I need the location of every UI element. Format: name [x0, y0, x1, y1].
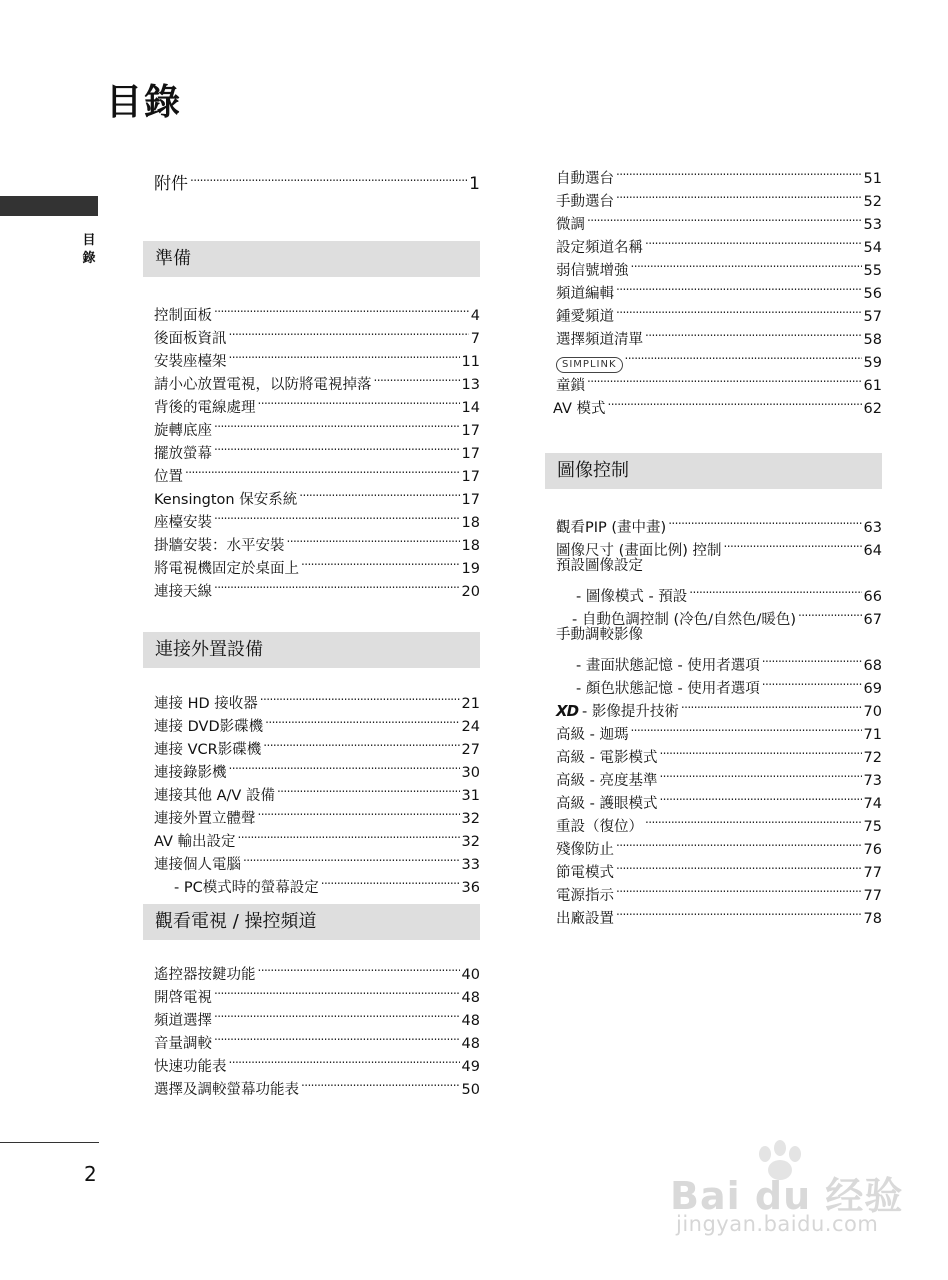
toc-entry[interactable]: [143, 685, 480, 712]
toc-list-channels: [545, 160, 882, 417]
toc-entry-page: 58: [863, 332, 882, 348]
leader-dots: [616, 183, 862, 206]
toc-entry-label: 高級 - 護眼模式: [556, 796, 658, 812]
leader-dots: [616, 877, 862, 900]
toc-entry-label: 位置: [154, 469, 183, 485]
toc-list-preparation: [143, 297, 480, 600]
toc-entry-page: 63: [863, 520, 882, 536]
leader-dots: [762, 647, 862, 670]
toc-entry-page: 52: [863, 194, 882, 210]
toc-list-picture-control: [545, 509, 882, 927]
toc-entry-label: 背後的電線處理: [154, 400, 256, 416]
toc-entry-page: 30: [461, 765, 480, 781]
toc-entry-page: 21: [461, 696, 480, 712]
toc-entry-label: 遙控器按鍵功能: [154, 967, 256, 983]
toc-list-watch-tv: [143, 956, 480, 1098]
simplink-logo-icon: SIMPLINK: [556, 357, 623, 373]
toc-entry-page: 70: [863, 704, 882, 720]
leader-dots: [265, 708, 459, 731]
page-number: 2: [84, 1162, 97, 1186]
toc-entry-page: 36: [461, 880, 480, 896]
side-tab-marker: [0, 196, 98, 216]
toc-entry-page: 69: [863, 681, 882, 697]
toc-entry-label: 高級 - 電影模式: [556, 750, 658, 766]
toc-entry-label: 殘像防止: [556, 842, 614, 858]
leader-dots: [258, 389, 460, 412]
leader-dots: [798, 601, 862, 624]
leader-dots: [608, 390, 862, 413]
toc-entry-label: 自動選台: [556, 171, 614, 187]
toc-entry-page: 18: [461, 515, 480, 531]
toc-entry-label: 座檯安裝: [154, 515, 212, 531]
toc-entry-label: 掛牆安裝：水平安裝: [154, 538, 285, 554]
toc-entry-page: 40: [461, 967, 480, 983]
leader-dots: [301, 550, 460, 573]
toc-subentry[interactable]: [545, 578, 882, 605]
toc-entry-label: 出廠設置: [556, 911, 614, 927]
section-heading-watch-tv: 觀看電視 / 操控頻道: [143, 904, 480, 940]
toc-entry-page: 48: [461, 1013, 480, 1029]
toc-entry-page: 49: [461, 1059, 480, 1075]
toc-entry-label: - 圖像模式 - 預設: [576, 589, 688, 605]
toc-entry-page: 64: [863, 543, 882, 559]
toc-entry-label: 將電視機固定於桌面上: [154, 561, 299, 577]
toc-entry-label: 童鎖: [556, 378, 585, 394]
toc-entry-page: 53: [863, 217, 882, 233]
xd-logo-icon: XD: [556, 702, 579, 720]
leader-dots: [631, 252, 862, 275]
toc-entry-label: 擺放螢幕: [154, 446, 212, 462]
toc-entry-page: 68: [863, 658, 882, 674]
leader-dots: [258, 956, 460, 979]
toc-entry-label: 觀看PIP (畫中畫): [556, 520, 667, 536]
leader-dots: [681, 693, 862, 716]
toc-entry-label: Kensington 保安系統: [154, 492, 298, 508]
toc-entry-label: 後面板資訊: [154, 331, 227, 347]
toc-entry-page: 17: [461, 423, 480, 439]
toc-entry-label: - PC模式時的螢幕設定: [174, 880, 319, 896]
toc-entry-label: 連接 DVD影碟機: [154, 719, 264, 735]
toc-list-external-devices: [143, 685, 480, 896]
leader-dots: [587, 367, 862, 390]
toc-entry-label: AV 模式: [553, 401, 606, 417]
leader-dots: [645, 229, 862, 252]
watermark-url: jingyan.baidu.com: [676, 1212, 879, 1236]
toc-entry-page: 4: [470, 308, 480, 324]
toc-entry-page: 48: [461, 1036, 480, 1052]
leader-dots: [321, 869, 460, 892]
leader-dots: [214, 412, 460, 435]
leader-dots: [689, 578, 861, 601]
toc-entry-page: 56: [863, 286, 882, 302]
toc-entry-label: 旋轉底座: [154, 423, 212, 439]
toc-entry-label: 快速功能表: [154, 1059, 227, 1075]
toc-entry-label: - 顏色狀態記憶 - 使用者選項: [576, 681, 760, 697]
toc-entry-page: 78: [863, 911, 882, 927]
toc-entry[interactable]: [143, 458, 480, 485]
toc-entry-label: 高級 - 迦瑪: [556, 727, 629, 743]
leader-dots: [645, 321, 862, 344]
toc-entry-page: 32: [461, 811, 480, 827]
toc-entry-label: 預設圖像設定: [556, 558, 643, 574]
toc-entry[interactable]: [545, 367, 882, 394]
toc-entry-page: 24: [461, 719, 480, 735]
leader-dots: [243, 846, 460, 869]
leader-dots: [185, 458, 460, 481]
leader-dots: [260, 685, 460, 708]
leader-dots: [659, 739, 861, 762]
leader-dots: [301, 1071, 460, 1094]
leader-dots: [214, 435, 460, 458]
toc-entry-page: 20: [461, 584, 480, 600]
leader-dots: [645, 808, 862, 831]
toc-entry-label: 圖像尺寸 (畫面比例) 控制: [556, 543, 722, 559]
leader-dots: [263, 731, 459, 754]
toc-entry-label: 節電模式: [556, 865, 614, 881]
leader-dots: [616, 900, 862, 923]
toc-entry-page: 17: [461, 446, 480, 462]
toc-entry[interactable]: [545, 206, 882, 233]
toc-entry-accessories[interactable]: [143, 166, 480, 194]
toc-entry-page: 77: [863, 888, 882, 904]
toc-entry-label: 附件: [154, 174, 188, 194]
toc-entry-page: 61: [863, 378, 882, 394]
leader-dots: [616, 831, 862, 854]
toc-entry-label: 音量調較: [154, 1036, 212, 1052]
toc-entry-page: 31: [461, 788, 480, 804]
leader-dots: [659, 785, 861, 808]
toc-left-column: [143, 166, 480, 1098]
leader-dots: [214, 1025, 460, 1048]
toc-entry-page: 55: [863, 263, 882, 279]
toc-entry-label: 高級 - 亮度基準: [556, 773, 658, 789]
toc-entry-label: 微調: [556, 217, 585, 233]
toc-entry-label: 開啓電視: [154, 990, 212, 1006]
toc-entry-label: 手動選台: [556, 194, 614, 210]
leader-dots: [287, 527, 460, 550]
leader-dots: [616, 160, 862, 183]
toc-entry-label: 安裝座檯架: [154, 354, 227, 370]
section-heading-external-devices: 連接外置設備: [143, 632, 480, 668]
toc-entry-page: 32: [461, 834, 480, 850]
leader-dots: [190, 166, 467, 189]
toc-entry[interactable]: [143, 956, 480, 983]
toc-entry-page: 62: [863, 401, 882, 417]
leader-dots: [214, 573, 460, 596]
toc-right-column: [545, 160, 882, 927]
toc-subentry[interactable]: [545, 647, 882, 674]
toc-entry-label: 連接外置立體聲: [154, 811, 256, 827]
toc-entry-label: 鍾愛頻道: [556, 309, 614, 325]
toc-entry[interactable]: [143, 297, 480, 324]
toc-entry-page: 19: [461, 561, 480, 577]
leader-dots: [214, 1002, 460, 1025]
toc-entry-label: 控制面板: [154, 308, 212, 324]
toc-entry-label: 選擇頻道清單: [556, 332, 643, 348]
leader-dots: [762, 670, 862, 693]
watermark-brand: Bai du 经验: [670, 1174, 904, 1218]
leader-dots: [587, 206, 862, 229]
leader-dots: [229, 343, 460, 366]
toc-entry[interactable]: [545, 390, 882, 417]
toc-entry-label: 連接其他 A/V 設備: [154, 788, 275, 804]
toc-entry-label: 頻道選擇: [154, 1013, 212, 1029]
toc-entry-label: 重設（復位）: [556, 819, 643, 835]
leader-dots: [616, 275, 862, 298]
toc-entry-page: 17: [461, 469, 480, 485]
toc-entry-page: 72: [863, 750, 882, 766]
leader-dots: [229, 1048, 460, 1071]
toc-entry[interactable]: [545, 229, 882, 256]
leader-dots: [299, 481, 459, 504]
toc-entry-page: 67: [863, 612, 882, 628]
toc-entry-page: 14: [461, 400, 480, 416]
toc-entry-page: 27: [461, 742, 480, 758]
page-title: 目錄: [106, 82, 183, 123]
toc-entry-label: 頻道編輯: [556, 286, 614, 302]
toc-entry-label: - 影像提升技術: [582, 704, 679, 720]
toc-entry-page: 71: [863, 727, 882, 743]
leader-dots: [238, 823, 460, 846]
leader-dots: [630, 716, 861, 739]
toc-entry-label: 電源指示: [556, 888, 614, 904]
leader-dots: [616, 854, 862, 877]
leader-dots: [277, 777, 460, 800]
toc-entry-page: 50: [461, 1082, 480, 1098]
leader-dots: [214, 504, 460, 527]
toc-entry-label: 連接 HD 接收器: [154, 696, 258, 712]
toc-entry-page: 57: [863, 309, 882, 325]
toc-entry-label: 連接天線: [154, 584, 212, 600]
leader-dots: [616, 298, 862, 321]
footer-rule: [0, 1142, 99, 1143]
section-heading-preparation: 準備: [143, 241, 480, 277]
toc-entry[interactable]: [545, 160, 882, 187]
toc-entry-page: 75: [863, 819, 882, 835]
toc-entry-page: 48: [461, 990, 480, 1006]
leader-dots: [724, 532, 862, 555]
leader-dots: [659, 762, 861, 785]
toc-entry-label: 連接錄影機: [154, 765, 227, 781]
leader-dots: [229, 754, 460, 777]
toc-entry-page: 76: [863, 842, 882, 858]
toc-entry-page: 1: [469, 174, 480, 194]
toc-entry[interactable]: [545, 509, 882, 536]
toc-entry-page: 74: [863, 796, 882, 812]
toc-entry-label: 選擇及調較螢幕功能表: [154, 1082, 299, 1098]
toc-entry[interactable]: [143, 481, 480, 508]
toc-entry-label: AV 輸出設定: [154, 834, 236, 850]
toc-entry-page: 51: [863, 171, 882, 187]
leader-dots: [668, 509, 861, 532]
toc-entry-page: 18: [461, 538, 480, 554]
toc-entry-label: 連接個人電腦: [154, 857, 241, 873]
toc-entry-page: 54: [863, 240, 882, 256]
leader-dots: [229, 320, 469, 343]
toc-entry-page: 11: [461, 354, 480, 370]
leader-dots: [214, 979, 460, 1002]
toc-entry-page: 77: [863, 865, 882, 881]
toc-entry-label: - 自動色調控制 (冷色/自然色/暖色): [572, 612, 797, 628]
toc-entry-page: 59: [863, 355, 882, 371]
toc-entry-label: 設定頻道名稱: [556, 240, 643, 256]
toc-entry-label: - 畫面狀態記憶 - 使用者選項: [576, 658, 760, 674]
leader-dots: [214, 297, 469, 320]
toc-entry-page: 66: [863, 589, 882, 605]
side-tab-label: 目錄: [82, 233, 96, 266]
toc-entry-label: 請小心放置電視，以防將電視掉落: [154, 377, 372, 393]
leader-dots: [258, 800, 460, 823]
leader-dots: [374, 366, 460, 389]
toc-entry-label: 連接 VCR影碟機: [154, 742, 262, 758]
toc-entry-page: 33: [461, 857, 480, 873]
toc-entry-label: 手動調較影像: [556, 627, 643, 643]
section-heading-picture-control: 圖像控制: [545, 453, 882, 489]
toc-entry-label: 弱信號增強: [556, 263, 629, 279]
toc-entry-page: 73: [863, 773, 882, 789]
leader-dots: [625, 344, 862, 367]
toc-entry-page: 13: [461, 377, 480, 393]
toc-entry-page: 7: [470, 331, 480, 347]
toc-entry-page: 17: [461, 492, 480, 508]
